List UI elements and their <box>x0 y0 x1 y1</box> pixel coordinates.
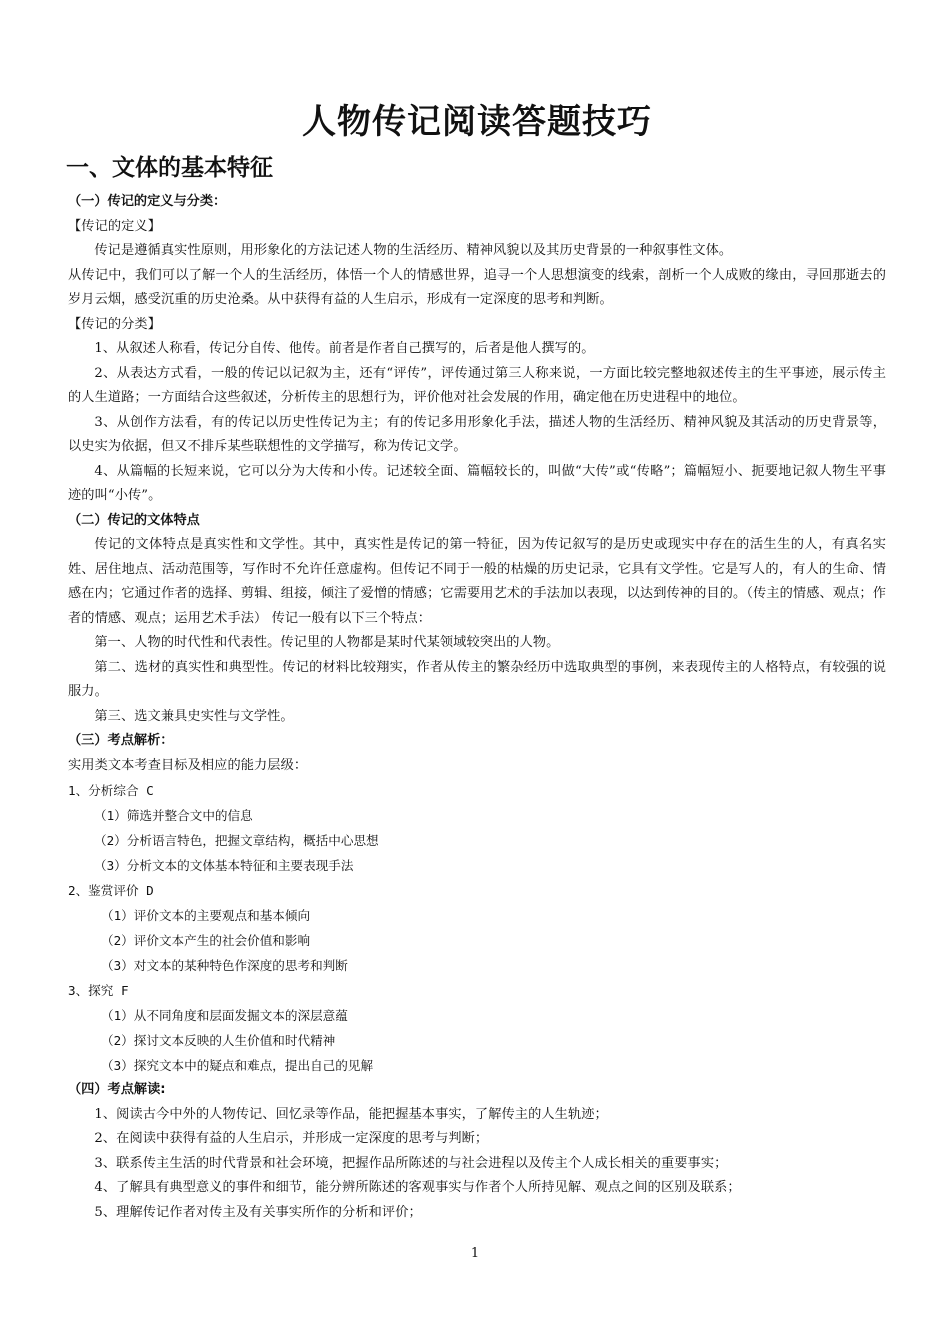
ability-group-label: 3、探究 F <box>68 983 129 998</box>
classification-item: 3、从创作方法看，有的传记以历史性传记为主；有的传记多用形象化手法，描述人物的生活经历、精神风貌及其活动的历史背景等，以史实为依据，但又不排斥某些联想性的文学描写，称为传记文学。 <box>68 414 886 454</box>
interpretation-item: 3、联系传主生活的时代背景和社会环境，把握作品所陈述的与社会进程以及传主个人成长相关的重要事实； <box>94 1155 728 1171</box>
section-features-title: （二）传记的文体特点 <box>68 512 200 528</box>
ability-item: （1）评价文本的主要观点和基本倾向 <box>101 908 311 923</box>
definition-paragraph: 传记是遵循真实性原则，用形象化的方法记述人物的生活经历、精神风貌以及其历史背景的一种叙事性文体。 <box>94 243 733 258</box>
ability-item: （3）分析文本的文体基本特征和主要表现手法 <box>94 858 354 873</box>
ability-item: （3）对文本的某种特色作深度的思考和判断 <box>101 958 348 973</box>
features-point: 第二、选材的真实性和典型性。传记的材料比较翔实，作者从传主的繁杂经历中选取典型的事例，来表现传主的人格特点，有较强的说服力。 <box>68 659 886 699</box>
section-analysis-title: （三）考点解析： <box>68 733 174 748</box>
ability-item: （2）评价文本产生的社会价值和影响 <box>101 933 311 948</box>
classification-item: 2、从表达方式看，一般的传记以记叙为主，还有“评传”，评传通过第三人称来说，一方面比较完整地叙述传主的生平事迹，展示传主的人生道路；一方面结合这些叙述，分析传主的思想行为，评价他对社会发展的作用，确定他在历史进程中的地位。 <box>68 365 886 405</box>
definition-paragraph-2: 从传记中，我们可以了解一个人的生活经历，体悟一个人的情感世界，追寻一个人思想演变的线索，剖析一个人成败的缘由，寻回那逝去的岁月云烟，感受沉重的历史沧桑。从中获得有益的人生启示，形成有一定深度的思考和判断。 <box>68 267 886 307</box>
document-title: 人物传记阅读答题技巧 <box>302 102 652 142</box>
page-number: 1 <box>470 1246 480 1261</box>
interpretation-item: 2、在阅读中获得有益的人生启示，并形成一定深度的思考与判断； <box>94 1131 489 1146</box>
ability-item: （3）探究文本中的疑点和难点，提出自己的见解 <box>101 1058 374 1073</box>
ability-group-label: 2、鉴赏评价 D <box>68 883 154 898</box>
definition-label: 【传记的定义】 <box>68 218 162 234</box>
ability-item: （1）筛选并整合文中的信息 <box>94 808 253 823</box>
features-point: 第三、选文兼具史实性与文学性。 <box>94 708 294 724</box>
interpretation-item: 1、阅读古今中外的人物传记、回忆录等作品，能把握基本事实，了解传主的人生轨迹； <box>94 1106 608 1122</box>
interpretation-item: 4、了解具有典型意义的事件和细节，能分辨所陈述的客观事实与作者个人所持见解、观点之间的区别及联系； <box>94 1180 741 1195</box>
features-paragraph: 传记的文体特点是真实性和文学性。其中，真实性是传记的第一特征，因为传记叙写的是历史或现实中存在的活生生的人，有真名实姓、居住地点、活动范围等，写作时不允许任意虚构。但传记不同于一般的枯燥的历史记录，它具有文学性。它是写人的，有人的生命、情感在内；它通过作者的选择、剪辑、组接，倾注了爱憎的情感；它需要用艺术的手法加以表现，以达到传神的目的。（传主的情感、观点；作者的情感、观点；运用艺术手法） 传记一般有以下三个特点： <box>68 537 886 626</box>
features-point: 第一、人物的时代性和代表性。传记里的人物都是某时代某领域较突出的人物。 <box>94 635 560 650</box>
ability-item: （1）从不同角度和层面发掘文本的深层意蕴 <box>101 1008 348 1023</box>
interpretation-item: 5、理解传记作者对传主及有关事实所作的分析和评价； <box>94 1204 422 1220</box>
analysis-intro: 实用类文本考查目标及相应的能力层级： <box>68 757 308 773</box>
section-interpretation-title: （四）考点解读: <box>68 1082 166 1097</box>
heading-basic-features: 一、文体的基本特征 <box>66 155 273 181</box>
ability-group-label: 1、分析综合 C <box>68 783 154 798</box>
classification-item: 1、从叙述人称看，传记分自传、他传。前者是作者自己撰写的，后者是他人撰写的。 <box>94 341 595 356</box>
classification-item: 4、从篇幅的长短来说，它可以分为大传和小传。记述较全面、篇幅较长的，叫做“大传”或“传略”；篇幅短小、扼要地记叙人物生平事迹的叫“小传”。 <box>68 463 886 503</box>
classification-label: 【传记的分类】 <box>68 316 162 332</box>
section-definition-title: （一）传记的定义与分类： <box>68 194 227 209</box>
ability-item: （2）探讨文本反映的人生价值和时代精神 <box>101 1033 336 1048</box>
ability-item: （2）分析语言特色，把握文章结构，概括中心思想 <box>94 833 379 848</box>
document-page <box>68 96 886 1225</box>
